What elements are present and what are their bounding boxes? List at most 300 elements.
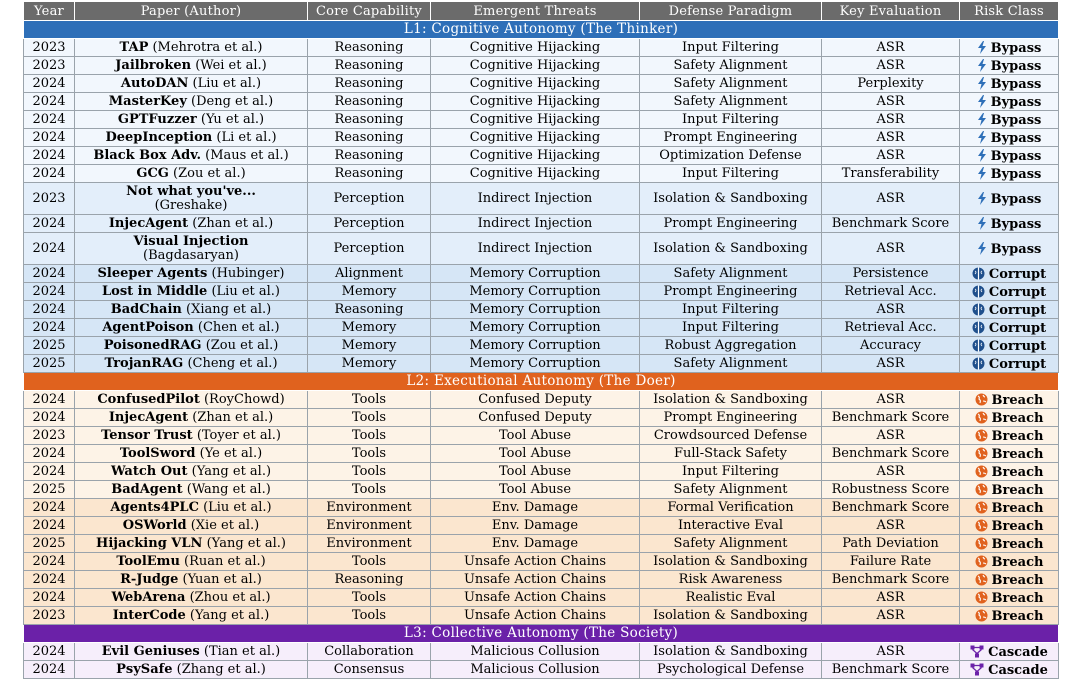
paper-title: TAP bbox=[119, 39, 149, 55]
globe-icon bbox=[975, 411, 988, 424]
paper-author: (RoyChowd) bbox=[203, 391, 285, 407]
defense-cell: Safety Alignment bbox=[640, 93, 822, 111]
paper-cell bbox=[75, 301, 308, 319]
paper-author: (Liu et al.) bbox=[203, 499, 272, 515]
risk-cell bbox=[960, 57, 1059, 75]
paper-cell bbox=[75, 147, 308, 165]
defense-cell: Safety Alignment bbox=[640, 265, 822, 283]
capability-cell: Reasoning bbox=[308, 111, 431, 129]
risk-cell bbox=[960, 553, 1059, 571]
evaluation-cell: Robustness Score bbox=[822, 481, 960, 499]
globe-icon bbox=[975, 429, 988, 442]
section-band-l2 bbox=[24, 373, 1059, 391]
network-icon bbox=[970, 663, 984, 676]
year-cell: 2024 bbox=[24, 319, 75, 337]
threat-cell: Indirect Injection bbox=[431, 233, 640, 265]
paper-title: BadChain bbox=[110, 301, 182, 317]
paper-title: R-Judge bbox=[120, 571, 179, 587]
threat-cell: Cognitive Hijacking bbox=[431, 165, 640, 183]
defense-cell: Isolation & Sandboxing bbox=[640, 553, 822, 571]
globe-icon bbox=[975, 519, 988, 532]
paper-cell bbox=[75, 337, 308, 355]
paper-title: Hijacking VLN bbox=[96, 535, 203, 551]
section-title: L2: Executional Autonomy (The Doer) bbox=[24, 373, 1059, 391]
paper-title: InjecAgent bbox=[108, 409, 189, 425]
globe-icon bbox=[975, 465, 988, 478]
capability-cell: Tools bbox=[308, 553, 431, 571]
risk-label: Breach bbox=[991, 482, 1044, 498]
defense-cell: Safety Alignment bbox=[640, 481, 822, 499]
paper-author: (Zhan et al.) bbox=[192, 409, 274, 425]
table-row bbox=[24, 165, 1059, 183]
capability-cell: Perception bbox=[308, 233, 431, 265]
defense-cell: Input Filtering bbox=[640, 111, 822, 129]
capability-cell: Perception bbox=[308, 183, 431, 215]
evaluation-cell: Benchmark Score bbox=[822, 499, 960, 517]
bolt-icon bbox=[977, 59, 987, 72]
risk-cell bbox=[960, 301, 1059, 319]
paper-title: Black Box Adv. bbox=[93, 147, 202, 163]
year-cell: 2024 bbox=[24, 643, 75, 661]
paper-title: Tensor Trust bbox=[101, 427, 193, 443]
paper-title: GPTFuzzer bbox=[117, 111, 197, 127]
defense-cell: Safety Alignment bbox=[640, 355, 822, 373]
evaluation-cell: ASR bbox=[822, 39, 960, 57]
paper-title: InjecAgent bbox=[108, 215, 189, 231]
table-row bbox=[24, 661, 1059, 679]
table-row bbox=[24, 571, 1059, 589]
risk-cell bbox=[960, 319, 1059, 337]
paper-cell bbox=[75, 93, 308, 111]
table-row bbox=[24, 553, 1059, 571]
year-cell: 2024 bbox=[24, 571, 75, 589]
paper-author: (Zhou et al.) bbox=[189, 589, 271, 605]
risk-cell bbox=[960, 215, 1059, 233]
globe-icon bbox=[975, 393, 988, 406]
paper-title: Evil Geniuses bbox=[101, 643, 200, 659]
threat-cell: Env. Damage bbox=[431, 535, 640, 553]
paper-author: (Chen et al.) bbox=[197, 319, 280, 335]
capability-cell: Reasoning bbox=[308, 301, 431, 319]
network-icon bbox=[970, 645, 984, 658]
table-row bbox=[24, 355, 1059, 373]
evaluation-cell: ASR bbox=[822, 607, 960, 625]
risk-cell bbox=[960, 355, 1059, 373]
evaluation-cell: Benchmark Score bbox=[822, 661, 960, 679]
table-row bbox=[24, 215, 1059, 233]
defense-cell: Input Filtering bbox=[640, 319, 822, 337]
risk-cell bbox=[960, 535, 1059, 553]
paper-cell bbox=[75, 661, 308, 679]
risk-cell bbox=[960, 129, 1059, 147]
defense-cell: Input Filtering bbox=[640, 463, 822, 481]
table-row bbox=[24, 409, 1059, 427]
risk-label: Bypass bbox=[990, 40, 1042, 56]
year-cell: 2024 bbox=[24, 499, 75, 517]
defense-cell: Crowdsourced Defense bbox=[640, 427, 822, 445]
paper-cell bbox=[75, 409, 308, 427]
threat-cell: Tool Abuse bbox=[431, 445, 640, 463]
risk-label: Breach bbox=[991, 392, 1044, 408]
section-title: L1: Cognitive Autonomy (The Thinker) bbox=[24, 21, 1059, 39]
paper-author: (Zhang et al.) bbox=[176, 661, 266, 677]
globe-icon bbox=[975, 573, 988, 586]
year-cell: 2024 bbox=[24, 75, 75, 93]
threat-cell: Unsafe Action Chains bbox=[431, 571, 640, 589]
paper-author: (Liu et al.) bbox=[211, 283, 280, 299]
brain-icon bbox=[972, 267, 985, 280]
year-cell: 2023 bbox=[24, 607, 75, 625]
defense-cell: Full-Stack Safety bbox=[640, 445, 822, 463]
paper-author: (Wei et al.) bbox=[195, 57, 267, 73]
risk-label: Breach bbox=[991, 446, 1044, 462]
risk-label: Breach bbox=[991, 572, 1044, 588]
year-cell: 2024 bbox=[24, 233, 75, 265]
paper-author: (Yang et al.) bbox=[206, 535, 286, 551]
paper-title: TrojanRAG bbox=[104, 355, 184, 371]
paper-title: ToolEmu bbox=[116, 553, 180, 569]
defense-cell: Input Filtering bbox=[640, 165, 822, 183]
risk-label: Breach bbox=[991, 500, 1044, 516]
header-threats: Emergent Threats bbox=[431, 2, 640, 21]
table-row bbox=[24, 445, 1059, 463]
capability-cell: Environment bbox=[308, 535, 431, 553]
paper-author: (Wang et al.) bbox=[186, 481, 271, 497]
table-row bbox=[24, 589, 1059, 607]
paper-author: (Xie et al.) bbox=[190, 517, 260, 533]
risk-label: Breach bbox=[991, 536, 1044, 552]
risk-cell bbox=[960, 165, 1059, 183]
capability-cell: Tools bbox=[308, 445, 431, 463]
paper-cell bbox=[75, 481, 308, 499]
paper-author: (Cheng et al.) bbox=[187, 355, 278, 371]
paper-cell bbox=[75, 75, 308, 93]
capability-cell: Tools bbox=[308, 391, 431, 409]
year-cell: 2024 bbox=[24, 111, 75, 129]
paper-title: Sleeper Agents bbox=[97, 265, 208, 281]
threat-cell: Unsafe Action Chains bbox=[431, 589, 640, 607]
paper-cell bbox=[75, 499, 308, 517]
paper-title: OSWorld bbox=[122, 517, 187, 533]
year-cell: 2024 bbox=[24, 265, 75, 283]
header-row bbox=[24, 2, 1059, 21]
globe-icon bbox=[975, 537, 988, 550]
capability-cell: Memory bbox=[308, 283, 431, 301]
risk-label: Breach bbox=[991, 428, 1044, 444]
paper-cell bbox=[75, 427, 308, 445]
paper-author: (Yuan et al.) bbox=[182, 571, 262, 587]
globe-icon bbox=[975, 609, 988, 622]
capability-cell: Reasoning bbox=[308, 165, 431, 183]
brain-icon bbox=[972, 285, 985, 298]
table-row bbox=[24, 481, 1059, 499]
paper-cell bbox=[75, 517, 308, 535]
capability-cell: Reasoning bbox=[308, 57, 431, 75]
evaluation-cell: ASR bbox=[822, 111, 960, 129]
paper-title: GCG bbox=[136, 165, 169, 181]
risk-label: Bypass bbox=[990, 112, 1042, 128]
header-paper: Paper (Author) bbox=[75, 2, 308, 21]
risk-label: Bypass bbox=[990, 241, 1042, 257]
evaluation-cell: ASR bbox=[822, 355, 960, 373]
risk-cell bbox=[960, 463, 1059, 481]
threat-cell: Memory Corruption bbox=[431, 319, 640, 337]
threat-cell: Memory Corruption bbox=[431, 301, 640, 319]
evaluation-cell: ASR bbox=[822, 301, 960, 319]
threat-cell: Memory Corruption bbox=[431, 283, 640, 301]
paper-cell bbox=[75, 571, 308, 589]
paper-author: (Greshake) bbox=[154, 197, 228, 213]
paper-cell bbox=[75, 319, 308, 337]
year-cell: 2025 bbox=[24, 481, 75, 499]
evaluation-cell: ASR bbox=[822, 589, 960, 607]
evaluation-cell: Path Deviation bbox=[822, 535, 960, 553]
risk-cell bbox=[960, 445, 1059, 463]
year-cell: 2024 bbox=[24, 589, 75, 607]
risk-label: Breach bbox=[991, 518, 1044, 534]
risk-cell bbox=[960, 517, 1059, 535]
paper-title: Jailbroken bbox=[115, 57, 192, 73]
year-cell: 2024 bbox=[24, 661, 75, 679]
evaluation-cell: ASR bbox=[822, 391, 960, 409]
evaluation-cell: ASR bbox=[822, 93, 960, 111]
risk-cell bbox=[960, 265, 1059, 283]
risk-cell bbox=[960, 643, 1059, 661]
bolt-icon bbox=[977, 77, 987, 90]
paper-author: (Li et al.) bbox=[216, 129, 277, 145]
risk-label: Breach bbox=[991, 590, 1044, 606]
capability-cell: Tools bbox=[308, 463, 431, 481]
bolt-icon bbox=[977, 192, 987, 205]
capability-cell: Reasoning bbox=[308, 75, 431, 93]
evaluation-cell: Accuracy bbox=[822, 337, 960, 355]
table-row bbox=[24, 319, 1059, 337]
globe-icon bbox=[975, 591, 988, 604]
year-cell: 2024 bbox=[24, 301, 75, 319]
risk-label: Cascade bbox=[988, 662, 1048, 678]
risk-label: Breach bbox=[991, 464, 1044, 480]
capability-cell: Memory bbox=[308, 337, 431, 355]
year-cell: 2023 bbox=[24, 39, 75, 57]
threat-cell: Env. Damage bbox=[431, 499, 640, 517]
risk-label: Corrupt bbox=[988, 356, 1047, 372]
defense-cell: Isolation & Sandboxing bbox=[640, 183, 822, 215]
table-row bbox=[24, 147, 1059, 165]
defense-cell: Prompt Engineering bbox=[640, 215, 822, 233]
year-cell: 2024 bbox=[24, 129, 75, 147]
risk-cell bbox=[960, 427, 1059, 445]
table-body bbox=[24, 21, 1059, 679]
threat-cell: Malicious Collusion bbox=[431, 643, 640, 661]
brain-icon bbox=[972, 303, 985, 316]
evaluation-cell: Failure Rate bbox=[822, 553, 960, 571]
evaluation-cell: Retrieval Acc. bbox=[822, 283, 960, 301]
evaluation-cell: Perplexity bbox=[822, 75, 960, 93]
paper-author: (Ruan et al.) bbox=[184, 553, 266, 569]
risk-label: Bypass bbox=[990, 94, 1042, 110]
header-defense: Defense Paradigm bbox=[640, 2, 822, 21]
paper-cell bbox=[75, 445, 308, 463]
threat-cell: Cognitive Hijacking bbox=[431, 147, 640, 165]
header-evaluation: Key Evaluation bbox=[822, 2, 960, 21]
table-row bbox=[24, 93, 1059, 111]
table-row bbox=[24, 337, 1059, 355]
bolt-icon bbox=[977, 242, 987, 255]
paper-author: (Liu et al.) bbox=[192, 75, 262, 91]
paper-author: (Zhan et al.) bbox=[192, 215, 274, 231]
table-row bbox=[24, 57, 1059, 75]
year-cell: 2024 bbox=[24, 463, 75, 481]
bolt-icon bbox=[977, 131, 987, 144]
year-cell: 2024 bbox=[24, 445, 75, 463]
capability-cell: Reasoning bbox=[308, 147, 431, 165]
bolt-icon bbox=[977, 95, 987, 108]
table-row bbox=[24, 535, 1059, 553]
paper-author: (Xiang et al.) bbox=[186, 301, 272, 317]
threat-cell: Tool Abuse bbox=[431, 463, 640, 481]
capability-cell: Tools bbox=[308, 409, 431, 427]
taxonomy-table bbox=[23, 1, 1059, 679]
risk-label: Breach bbox=[991, 554, 1044, 570]
paper-cell bbox=[75, 129, 308, 147]
paper-cell bbox=[75, 553, 308, 571]
threat-cell: Indirect Injection bbox=[431, 215, 640, 233]
risk-label: Cascade bbox=[988, 644, 1048, 660]
paper-author: (Bagdasaryan) bbox=[143, 247, 239, 263]
defense-cell: Psychological Defense bbox=[640, 661, 822, 679]
paper-author: (Zou et al.) bbox=[173, 165, 246, 181]
risk-label: Bypass bbox=[990, 58, 1042, 74]
threat-cell: Cognitive Hijacking bbox=[431, 75, 640, 93]
section-band-l3 bbox=[24, 625, 1059, 643]
header-year: Year bbox=[24, 2, 75, 21]
capability-cell: Tools bbox=[308, 481, 431, 499]
paper-cell bbox=[75, 355, 308, 373]
capability-cell: Consensus bbox=[308, 661, 431, 679]
defense-cell: Isolation & Sandboxing bbox=[640, 607, 822, 625]
evaluation-cell: Retrieval Acc. bbox=[822, 319, 960, 337]
bolt-icon bbox=[977, 113, 987, 126]
risk-cell bbox=[960, 481, 1059, 499]
risk-cell bbox=[960, 75, 1059, 93]
paper-author: (Tian et al.) bbox=[203, 643, 281, 659]
paper-author: (Yu et al.) bbox=[200, 111, 265, 127]
paper-author: (Deng et al.) bbox=[191, 93, 274, 109]
defense-cell: Realistic Eval bbox=[640, 589, 822, 607]
risk-cell bbox=[960, 283, 1059, 301]
globe-icon bbox=[975, 555, 988, 568]
paper-title: WebArena bbox=[111, 589, 186, 605]
paper-cell bbox=[75, 463, 308, 481]
defense-cell: Risk Awareness bbox=[640, 571, 822, 589]
paper-title: BadAgent bbox=[111, 481, 183, 497]
risk-label: Corrupt bbox=[988, 338, 1047, 354]
bolt-icon bbox=[977, 167, 987, 180]
table-row bbox=[24, 265, 1059, 283]
paper-title: Lost in Middle bbox=[102, 283, 208, 299]
table-row bbox=[24, 75, 1059, 93]
paper-cell bbox=[75, 535, 308, 553]
capability-cell: Environment bbox=[308, 517, 431, 535]
table-row bbox=[24, 39, 1059, 57]
bolt-icon bbox=[977, 41, 987, 54]
year-cell: 2024 bbox=[24, 409, 75, 427]
paper-cell bbox=[75, 111, 308, 129]
evaluation-cell: ASR bbox=[822, 147, 960, 165]
paper-title: InterCode bbox=[112, 607, 186, 623]
section-title: L3: Collective Autonomy (The Society) bbox=[24, 625, 1059, 643]
capability-cell: Tools bbox=[308, 427, 431, 445]
brain-icon bbox=[972, 321, 985, 334]
paper-cell bbox=[75, 607, 308, 625]
risk-label: Corrupt bbox=[988, 266, 1047, 282]
evaluation-cell: ASR bbox=[822, 129, 960, 147]
threat-cell: Tool Abuse bbox=[431, 427, 640, 445]
year-cell: 2024 bbox=[24, 517, 75, 535]
table-row bbox=[24, 607, 1059, 625]
year-cell: 2025 bbox=[24, 337, 75, 355]
threat-cell: Memory Corruption bbox=[431, 355, 640, 373]
table-row bbox=[24, 129, 1059, 147]
table-row bbox=[24, 427, 1059, 445]
globe-icon bbox=[975, 501, 988, 514]
evaluation-cell: ASR bbox=[822, 643, 960, 661]
risk-label: Bypass bbox=[990, 191, 1042, 207]
risk-label: Breach bbox=[991, 608, 1044, 624]
paper-title: ToolSword bbox=[119, 445, 196, 461]
paper-title: Agents4PLC bbox=[110, 499, 199, 515]
paper-author: (Yang et al.) bbox=[191, 463, 272, 479]
paper-cell bbox=[75, 283, 308, 301]
risk-label: Bypass bbox=[990, 148, 1042, 164]
paper-author: (Zou et al.) bbox=[205, 337, 279, 353]
paper-title: ConfusedPilot bbox=[97, 391, 200, 407]
risk-label: Corrupt bbox=[988, 302, 1047, 318]
threat-cell: Cognitive Hijacking bbox=[431, 57, 640, 75]
risk-cell bbox=[960, 499, 1059, 517]
table-row bbox=[24, 643, 1059, 661]
risk-cell bbox=[960, 93, 1059, 111]
year-cell: 2024 bbox=[24, 391, 75, 409]
threat-cell: Cognitive Hijacking bbox=[431, 93, 640, 111]
year-cell: 2023 bbox=[24, 183, 75, 215]
paper-cell bbox=[75, 265, 308, 283]
evaluation-cell: ASR bbox=[822, 427, 960, 445]
capability-cell: Reasoning bbox=[308, 93, 431, 111]
defense-cell: Safety Alignment bbox=[640, 535, 822, 553]
globe-icon bbox=[975, 447, 988, 460]
threat-cell: Indirect Injection bbox=[431, 183, 640, 215]
capability-cell: Reasoning bbox=[308, 129, 431, 147]
table-row bbox=[24, 301, 1059, 319]
threat-cell: Malicious Collusion bbox=[431, 661, 640, 679]
risk-cell bbox=[960, 183, 1059, 215]
evaluation-cell: Persistence bbox=[822, 265, 960, 283]
paper-title: Watch Out bbox=[110, 463, 188, 479]
risk-cell bbox=[960, 661, 1059, 679]
defense-cell: Safety Alignment bbox=[640, 57, 822, 75]
evaluation-cell: ASR bbox=[822, 517, 960, 535]
capability-cell: Tools bbox=[308, 589, 431, 607]
paper-title: Visual Injection bbox=[133, 233, 249, 249]
defense-cell: Input Filtering bbox=[640, 301, 822, 319]
year-cell: 2025 bbox=[24, 535, 75, 553]
capability-cell: Environment bbox=[308, 499, 431, 517]
evaluation-cell: ASR bbox=[822, 183, 960, 215]
defense-cell: Robust Aggregation bbox=[640, 337, 822, 355]
risk-label: Corrupt bbox=[988, 284, 1047, 300]
table-row bbox=[24, 183, 1059, 215]
